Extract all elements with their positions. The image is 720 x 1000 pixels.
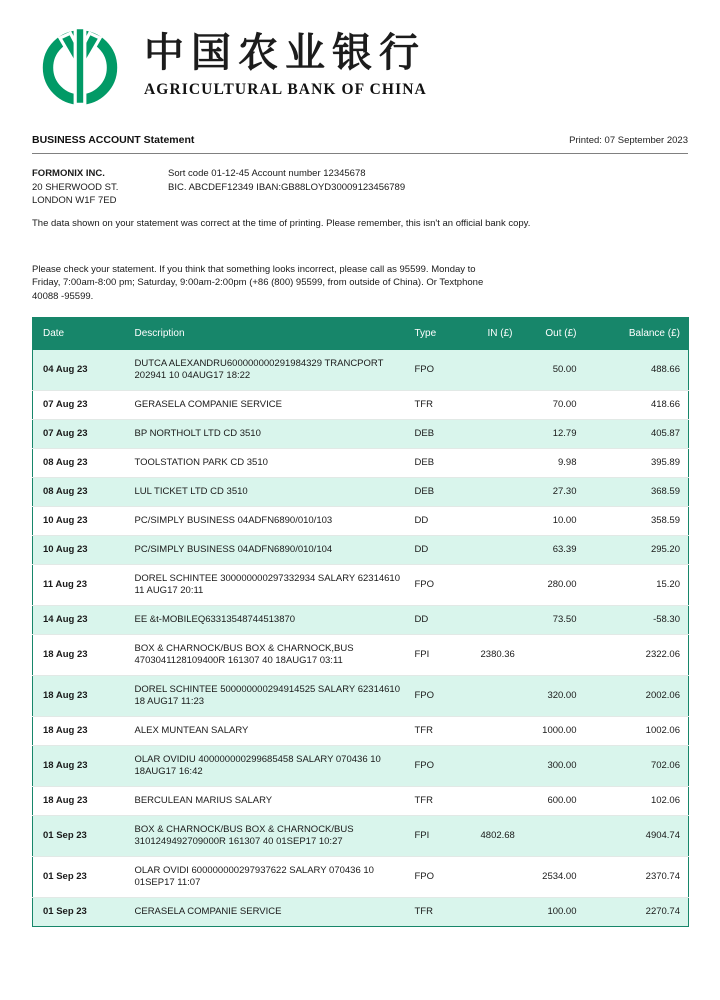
- column-header-description: Description: [129, 318, 409, 351]
- cell-type: DEB: [414, 428, 435, 439]
- cell-balance: 405.87: [650, 428, 680, 439]
- cell-date: 10 Aug 23: [43, 544, 88, 555]
- cell-balance: 4904.74: [645, 830, 680, 841]
- account-numbers-block: [168, 167, 405, 208]
- cell-in: [475, 676, 519, 717]
- cell-in: [475, 787, 519, 816]
- cell-balance: 2002.06: [645, 690, 680, 701]
- cell-type: TFR: [414, 725, 433, 736]
- cell-type: FPO: [414, 364, 435, 375]
- cell-balance: 395.89: [650, 457, 680, 468]
- column-header-date: Date: [33, 318, 129, 351]
- cell-type: FPI: [414, 830, 430, 841]
- cell-out: 73.50: [552, 614, 577, 625]
- table-row: [33, 449, 689, 478]
- cell-in: [475, 391, 519, 420]
- cell-balance: 102.06: [650, 795, 680, 806]
- cell-out: 1000.00: [542, 725, 577, 736]
- cell-in: [475, 449, 519, 478]
- table-row: [33, 536, 689, 565]
- cell-date: 04 Aug 23: [43, 364, 88, 375]
- table-row: [33, 746, 689, 787]
- transactions-table: [32, 317, 689, 927]
- table-row: [33, 420, 689, 449]
- cell-type: FPO: [414, 579, 435, 590]
- table-row: [33, 350, 689, 391]
- column-header-in: IN (£): [475, 318, 519, 351]
- cell-date: 10 Aug 23: [43, 515, 88, 526]
- cell-out: 50.00: [552, 364, 577, 375]
- cell-type: FPI: [414, 649, 430, 660]
- cell-in: [475, 746, 519, 787]
- cell-out: 600.00: [547, 795, 577, 806]
- transactions-body: [33, 350, 689, 927]
- cell-description: OLAR OVIDIU 400000000299685458 SALARY 070436 10 18AUG17 16:42: [134, 754, 381, 777]
- cell-balance: 418.66: [650, 399, 680, 410]
- cell-type: TFR: [414, 399, 433, 410]
- column-header-balance: Balance (£): [583, 318, 689, 351]
- cell-type: DD: [414, 515, 429, 526]
- cell-out: 2534.00: [542, 871, 577, 882]
- cell-in: [475, 717, 519, 746]
- cell-date: 08 Aug 23: [43, 457, 88, 468]
- cell-out: 27.30: [552, 486, 577, 497]
- cell-date: 01 Sep 23: [43, 871, 87, 882]
- cell-in: 2380.36: [480, 649, 515, 660]
- cell-description: DUTCA ALEXANDRU600000000291984329 TRANCPORT 202941 10 04AUG17 18:22: [134, 358, 384, 381]
- cell-date: 18 Aug 23: [43, 725, 88, 736]
- cell-description: GERASELA COMPANIE SERVICE: [134, 399, 282, 410]
- cell-type: DEB: [414, 486, 435, 497]
- cell-description: DOREL SCHINTEE 500000000294914525 SALARY 62314610 18 AUG17 11:23: [134, 684, 400, 707]
- cell-date: 18 Aug 23: [43, 649, 88, 660]
- bic-iban-line: BIC. ABCDEF12349 IBAN:GB88LOYD30009123456789: [168, 181, 406, 193]
- cell-date: 11 Aug 23: [43, 579, 88, 590]
- cell-description: BP NORTHOLT LTD CD 3510: [134, 428, 261, 439]
- cell-balance: 368.59: [650, 486, 680, 497]
- table-row: [33, 898, 689, 927]
- cell-description: BOX & CHARNOCK/BUS BOX & CHARNOCK,BUS 4703041128109400R 161307 40 18AUG17 03:11: [134, 643, 354, 666]
- cell-description: BOX & CHARNOCK/BUS BOX & CHARNOCK/BUS 3101249492709000R 161307 40 01SEP17 10:27: [134, 824, 354, 847]
- cell-type: FPO: [414, 871, 435, 882]
- cell-balance: -58.30: [653, 614, 680, 625]
- cell-in: [475, 420, 519, 449]
- table-row: [33, 507, 689, 536]
- cell-date: 01 Sep 23: [43, 830, 87, 841]
- cell-description: TOOLSTATION PARK CD 3510: [134, 457, 268, 468]
- cell-date: 07 Aug 23: [43, 428, 88, 439]
- cell-out: [519, 816, 583, 857]
- table-row: [33, 676, 689, 717]
- cell-in: [475, 478, 519, 507]
- cell-out: 9.98: [558, 457, 577, 468]
- table-row: [33, 717, 689, 746]
- bank-logo-icon: [40, 26, 120, 106]
- statement-title: BUSINESS ACCOUNT Statement: [32, 134, 195, 146]
- cell-type: DD: [414, 544, 429, 555]
- cell-type: DD: [414, 614, 429, 625]
- account-address-line2: LONDON W1F 7ED: [32, 195, 117, 206]
- cell-balance: 2322.06: [645, 649, 680, 660]
- cell-out: 63.39: [552, 544, 577, 555]
- cell-out: 70.00: [552, 399, 577, 410]
- cell-type: FPO: [414, 690, 435, 701]
- cell-date: 07 Aug 23: [43, 399, 88, 410]
- cell-date: 18 Aug 23: [43, 690, 88, 701]
- table-row: [33, 565, 689, 606]
- cell-out: [519, 635, 583, 676]
- table-row: [33, 787, 689, 816]
- cell-balance: 1002.06: [645, 725, 680, 736]
- cell-date: 08 Aug 23: [43, 486, 88, 497]
- bank-name-chinese: 中国农业银行: [144, 30, 426, 75]
- table-row: [33, 816, 689, 857]
- account-details: [32, 167, 688, 208]
- cell-balance: 2270.74: [645, 906, 680, 917]
- cell-out: 10.00: [552, 515, 577, 526]
- cell-balance: 358.59: [650, 515, 680, 526]
- header-row: [33, 318, 689, 351]
- header-divider: [32, 153, 688, 154]
- sort-code-line: Sort code 01-12-45 Account number 12345678: [168, 168, 366, 179]
- notice-data-correct: The data shown on your statement was correct at the time of printing. Please remember, this isn't an official bank copy.: [32, 217, 531, 229]
- cell-in: [475, 350, 519, 391]
- cell-balance: 295.20: [650, 544, 680, 555]
- cell-in: [475, 536, 519, 565]
- bank-name-english: AGRICULTURAL BANK OF CHINA: [144, 81, 427, 98]
- cell-type: DEB: [414, 457, 435, 468]
- column-header-out: Out (£): [519, 318, 583, 351]
- table-row: [33, 391, 689, 420]
- cell-in: [475, 606, 519, 635]
- cell-type: FPO: [414, 760, 435, 771]
- cell-description: BERCULEAN MARIUS SALARY: [134, 795, 273, 806]
- table-row: [33, 857, 689, 898]
- cell-out: 300.00: [547, 760, 577, 771]
- table-row: [33, 606, 689, 635]
- cell-in: [475, 507, 519, 536]
- account-address-line1: 20 SHERWOOD ST.: [32, 181, 119, 193]
- cell-date: 14 Aug 23: [43, 614, 88, 625]
- cell-date: 18 Aug 23: [43, 795, 88, 806]
- statement-header-row: [32, 134, 688, 146]
- cell-description: OLAR OVIDI 600000000297937622 SALARY 070436 10 01SEP17 11:07: [134, 865, 374, 888]
- cell-out: 12.79: [552, 428, 577, 439]
- cell-date: 18 Aug 23: [43, 760, 88, 771]
- column-header-type: Type: [409, 318, 475, 351]
- cell-in: [475, 857, 519, 898]
- cell-type: TFR: [414, 795, 433, 806]
- table-row: [33, 635, 689, 676]
- cell-balance: 488.66: [650, 364, 680, 375]
- cell-type: TFR: [414, 906, 433, 917]
- cell-balance: 2370.74: [645, 871, 680, 882]
- printed-date: Printed: 07 September 2023: [569, 135, 688, 146]
- cell-in: [475, 565, 519, 606]
- cell-description: ALEX MUNTEAN SALARY: [134, 725, 249, 736]
- cell-description: LUL TICKET LTD CD 3510: [134, 486, 248, 497]
- transactions-header: [33, 318, 689, 351]
- cell-description: DOREL SCHINTEE 300000000297332934 SALARY 62314610 11 AUG17 20:11: [134, 573, 400, 596]
- cell-out: 320.00: [547, 690, 577, 701]
- cell-out: 280.00: [547, 579, 577, 590]
- notice-check-statement: Please check your statement. If you think that something looks incorrect, please call as 95599. Monday to Friday, 7:00am-8:00 pm; Saturday, 9:00am-2:00pm (+86 (800) 95599, from outside of China). Or Textphone 40088 -95599.: [32, 263, 484, 302]
- bank-names: [144, 26, 427, 99]
- account-holder-block: [32, 167, 168, 208]
- cell-description: PC/SIMPLY BUSINESS 04ADFN6890/010/103: [134, 515, 333, 526]
- cell-description: CERASELA COMPANIE SERVICE: [134, 906, 282, 917]
- bank-header: [0, 0, 720, 106]
- cell-out: 100.00: [547, 906, 577, 917]
- cell-description: PC/SIMPLY BUSINESS 04ADFN6890/010/104: [134, 544, 333, 555]
- cell-description: EE &t-MOBILEQ63313548744513870: [134, 614, 296, 625]
- cell-date: 01 Sep 23: [43, 906, 87, 917]
- cell-in: [475, 898, 519, 927]
- table-row: [33, 478, 689, 507]
- cell-balance: 702.06: [650, 760, 680, 771]
- cell-in: 4802.68: [480, 830, 515, 841]
- cell-balance: 15.20: [656, 579, 680, 590]
- account-holder-name: FORMONIX INC.: [32, 168, 105, 179]
